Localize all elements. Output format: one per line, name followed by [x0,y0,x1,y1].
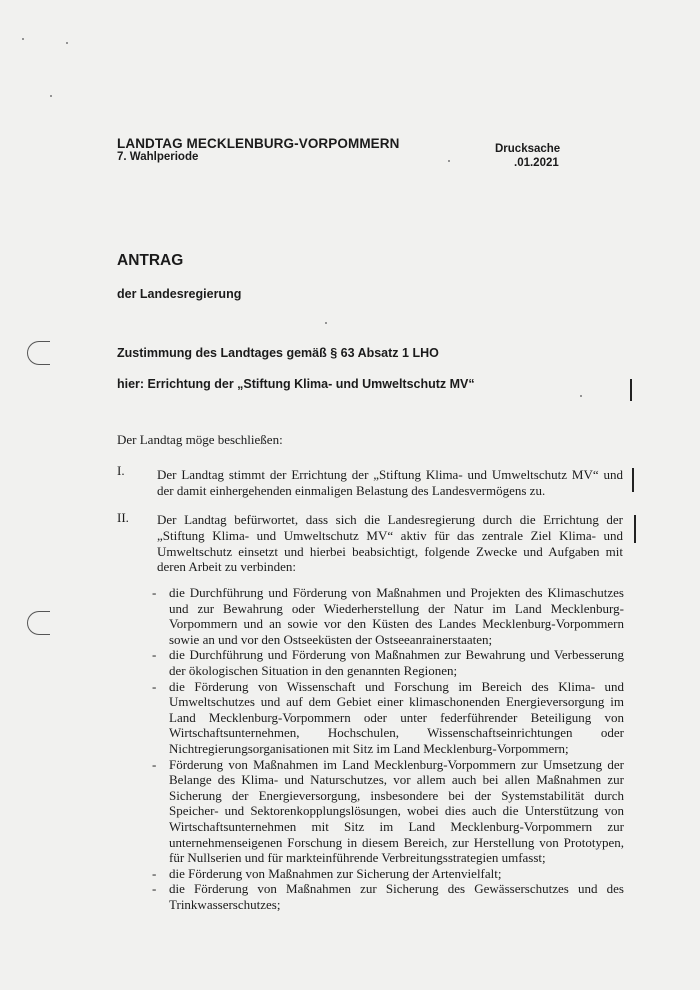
scan-speck [580,395,582,397]
document-type-heading: ANTRAG [117,252,184,269]
list-item-text: Förderung von Maßnahmen im Land Mecklenburg-Vorpommern zur Umsetzung der Belange des Klima- und Naturschutzes, vor allem auch bei allen Maßnahmen zur Sicherung der Energieversorgung, insbesondere bei der Systemstabilität durch Speicher- und Sektorenkopplungslösungen, wobei dies auch die Unterstützung von Wirtschaftsunternehmen mit Sitz im Land Mecklenburg-Vorpommern zur unternehmenseigenen Forschung in diesem Bereich, zur Herstellung von Prototypen, für Nullserien und für markteinführende Verbreitungsstrategien umfasst; [169,756,624,866]
scan-speck [22,38,24,40]
list-item [152,866,624,882]
document-date: .01.2021 [514,157,559,169]
list-item [152,881,624,912]
intro-text: Der Landtag möge beschließen: [117,432,283,447]
section-number: II. [117,510,129,525]
organization-name: LANDTAG MECKLENBURG-VORPOMMERN [117,136,400,151]
section-text: Der Landtag stimmt der Errichtung der „Stiftung Klima- und Umweltschutz MV“ und der damit einhergehenden einmaligen Belastung des Landesvermögens zu. [157,467,623,498]
scan-speck [448,160,450,162]
list-item [152,757,624,866]
list-item-text: die Durchführung und Förderung von Maßnahmen und Projekten des Klimaschutzes und zur Bewahrung oder Wiederherstellung der Natur im Land Mecklenburg-Vorpommern und an sowie vor den Küsten des Landes Mecklenburg-Vorpommern sowie an und vor den Ostseeküsten der Ostseeanrainerstaaten; [169,585,624,647]
bullet-marker: - [152,881,157,897]
bullet-marker: - [152,647,157,663]
change-bar [630,379,632,401]
change-bar [634,515,636,543]
list-item [152,647,624,678]
section-text: Der Landtag befürwortet, dass sich die Landesregierung durch die Errichtung der „Stiftung Klima- und Umweltschutz MV“ aktiv für das zentrale Ziel Klima- und Umweltschutz einsetzt und hierbei beabsichtigt, folgende Zwecke und Aufgaben mit deren Arbeit zu verbinden: [157,512,623,575]
submitter: der Landesregierung [117,287,242,301]
scan-speck [325,322,327,324]
punch-hole-top [27,341,50,365]
section-number: I. [117,463,125,478]
list-item-text: die Förderung von Wissenschaft und Forschung im Bereich des Klima- und Umweltschutzes und auf dem Gebiet einer klimaschonenden Energieversorgung im Land Mecklenburg-Vorpommern oder unter federführender Beteiligung von Wirtschaftsunternehmen, Hochschulen, Wissenschaftseinrichtungen oder Nichtregierungsorganisationen mit Sitz im Land Mecklenburg-Vorpommern; [169,678,624,756]
scan-speck [50,95,52,97]
subject-line-1: Zustimmung des Landtages gemäß § 63 Absatz 1 LHO [117,346,439,360]
scan-speck [66,42,68,44]
bullet-marker: - [152,756,157,772]
list-item [152,679,624,757]
list-item-text: die Durchführung und Förderung von Maßnahmen zur Bewahrung und Verbesserung der ökologischen Situation in den genannten Regionen; [169,647,624,678]
document-label: Drucksache [495,143,561,155]
bullet-marker: - [152,865,157,881]
electoral-period: 7. Wahlperiode [117,151,199,163]
list-item-text: die Förderung von Maßnahmen zur Sicherung der Artenvielfalt; [169,865,502,881]
punch-hole-bottom [27,611,50,635]
bullet-list [152,585,624,912]
list-item-text: die Förderung von Maßnahmen zur Sicherung des Gewässerschutzes und des Trinkwasserschutzes; [169,881,624,912]
list-item [152,585,624,647]
bullet-marker: - [152,585,157,600]
change-bar [632,468,634,492]
bullet-marker: - [152,678,157,694]
subject-line-2: hier: Errichtung der „Stiftung Klima- und Umweltschutz MV“ [117,377,475,391]
